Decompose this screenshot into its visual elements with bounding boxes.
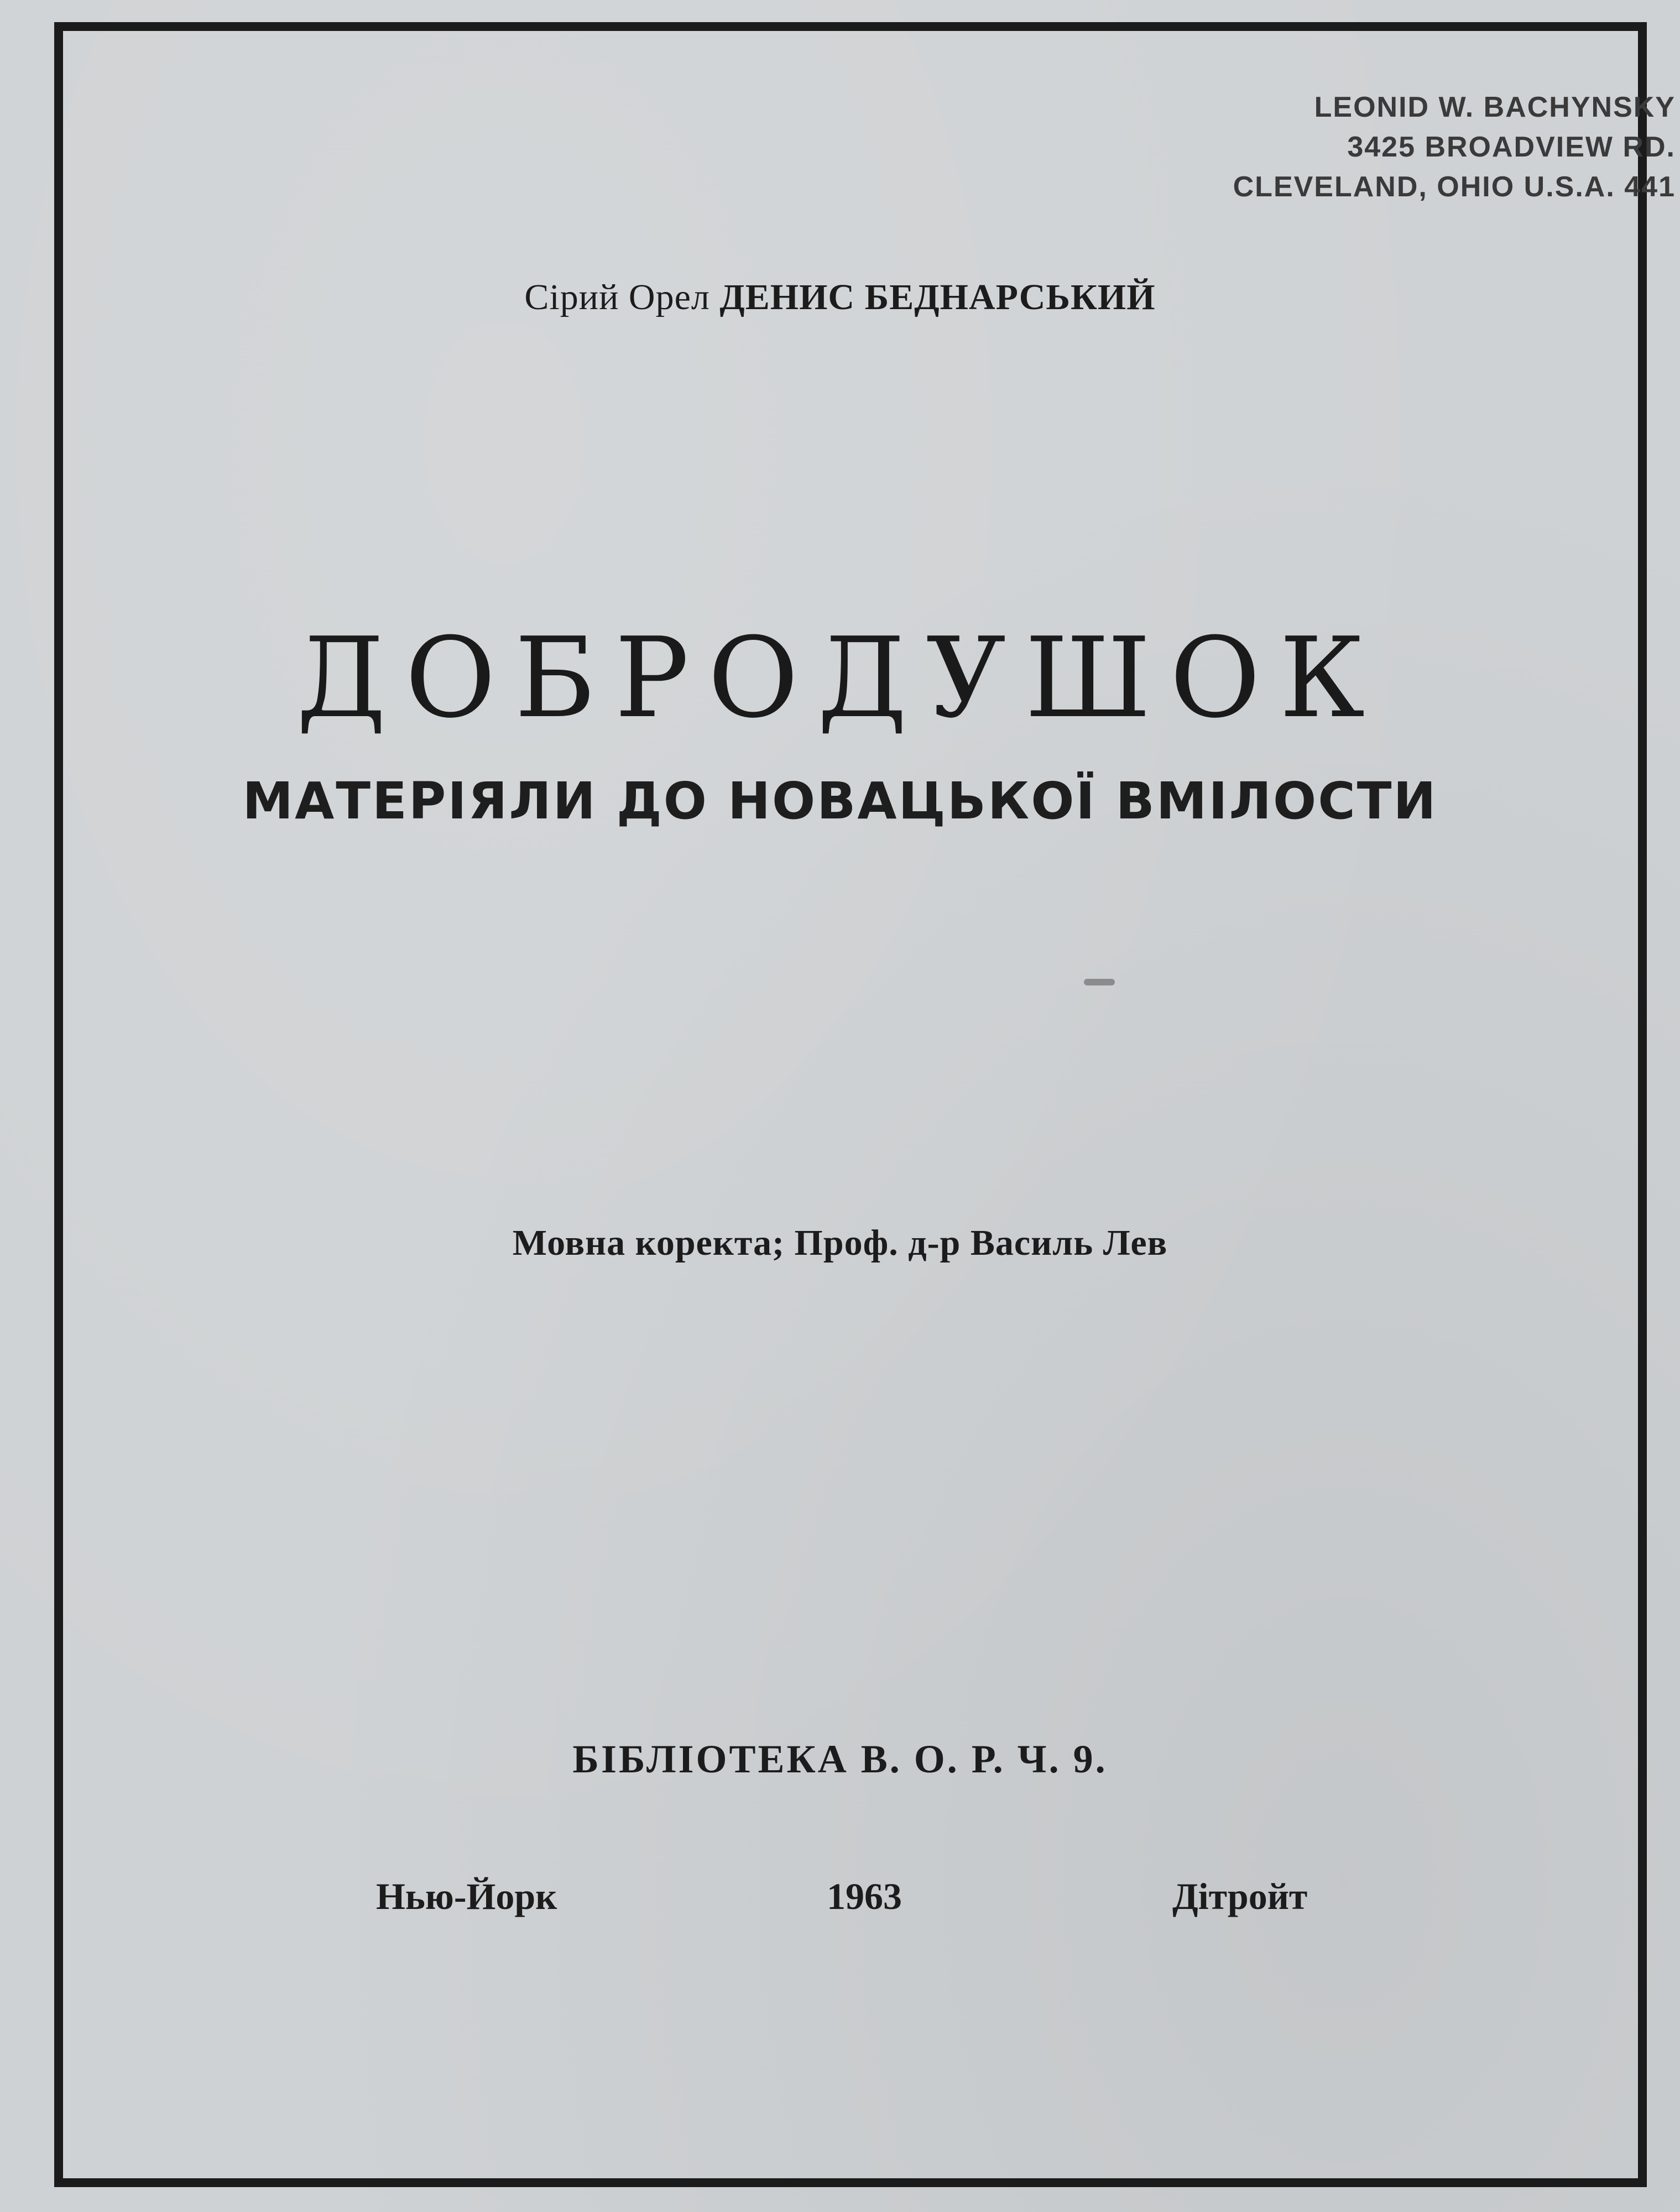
- print-speck: [1084, 979, 1115, 985]
- book-subtitle: МАТЕРІЯЛИ ДО НОВАЦЬКОЇ ВМІЛОСТИ: [242, 771, 1438, 831]
- stamp-line-name: LEONID W. BACHYNSKY: [1314, 91, 1676, 123]
- stamp-line-city: CLEVELAND, OHIO U.S.A. 441: [1233, 171, 1676, 203]
- owner-address-stamp: [1112, 87, 1676, 207]
- imprint-city-left: Нью-Йорк: [376, 1875, 557, 1917]
- book-title: ДОБРОДУШОК: [296, 614, 1384, 743]
- imprint-city-right: Дітройт: [1172, 1875, 1308, 1917]
- library-series: БІБЛІОТЕКА В. О. Р. Ч. 9.: [572, 1737, 1108, 1781]
- stamp-line-street: 3425 BROADVIEW RD.: [1347, 131, 1676, 163]
- author-name: ДЕНИС БЕДНАРСЬКИЙ: [719, 277, 1156, 317]
- author-prefix: Сірий Орел: [524, 277, 710, 317]
- author-line: [0, 276, 1680, 319]
- language-editor-credit: Мовна коректа; Проф. д-р Василь Лев: [512, 1223, 1168, 1263]
- imprint-year: 1963: [827, 1875, 902, 1917]
- page-border-frame: [54, 22, 1647, 2187]
